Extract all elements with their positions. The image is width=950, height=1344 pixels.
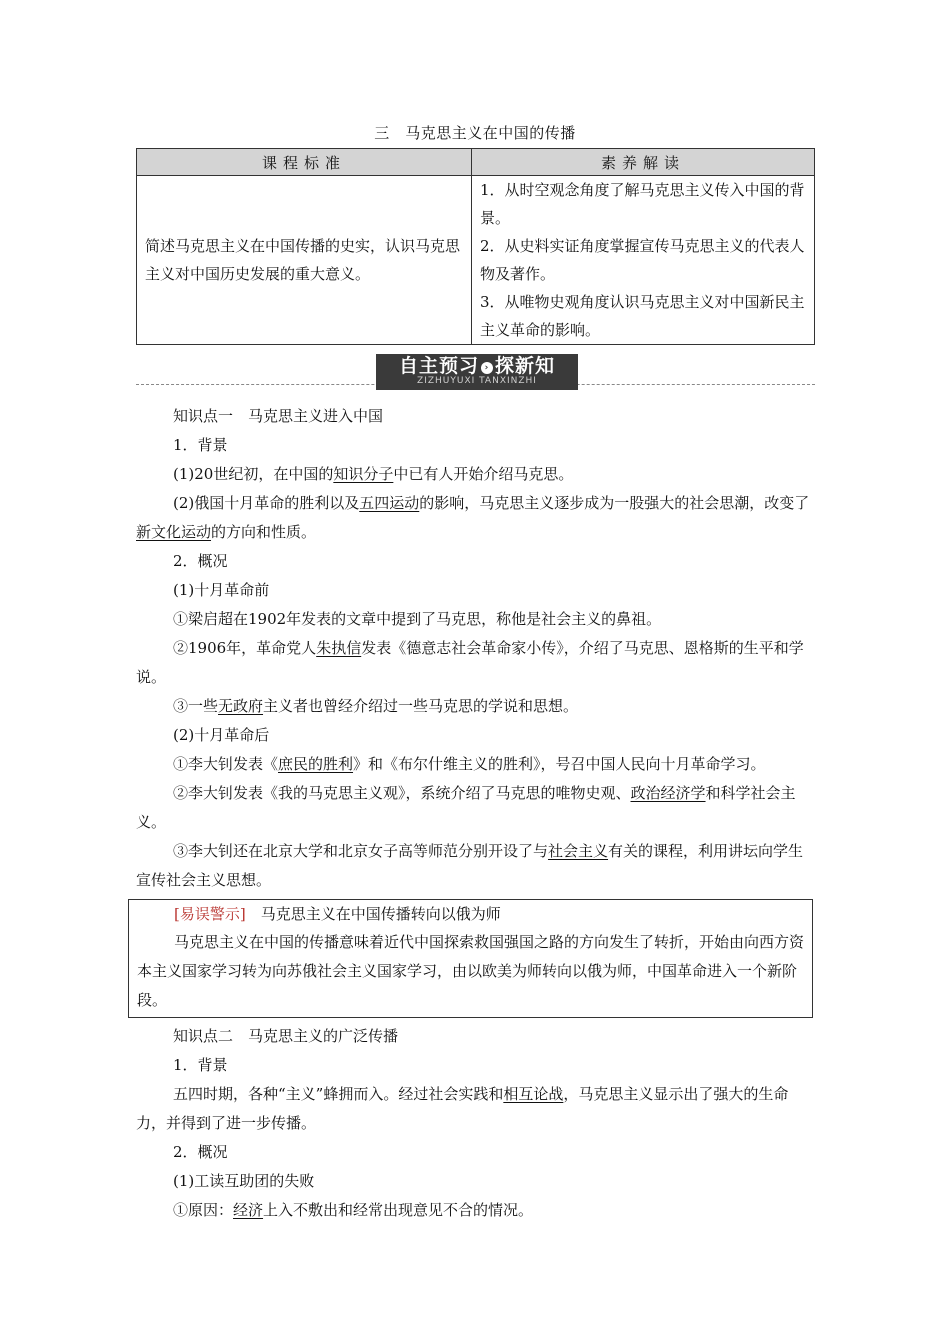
- paragraph: ①梁启超在1902年发表的文章中提到了马克思，称他是社会主义的鼻祖。: [173, 610, 662, 628]
- subheading: 1．背景: [173, 436, 228, 454]
- text: 主义者也曾经介绍过一些马克思的学说和思想。: [263, 697, 579, 715]
- banner-subtitle: ZIZHUYUXI TANXINZHI: [417, 376, 537, 386]
- warning-heading: [137, 900, 812, 928]
- paragraph: [136, 1196, 815, 1225]
- text: ③一些: [173, 697, 219, 715]
- paragraph: [136, 750, 815, 779]
- text: ①原因：: [173, 1201, 234, 1219]
- paragraph: [136, 634, 815, 692]
- text: ②1906年，革命党人: [173, 639, 317, 657]
- text: 有关的课程，利用讲坛向学生宣传社会主义思想。: [136, 842, 804, 889]
- warning-tag: [易误警示]: [174, 905, 246, 923]
- banner-title: [376, 354, 578, 378]
- literacy-list: [472, 176, 815, 345]
- paragraph: [136, 779, 815, 837]
- key-term: 五四运动: [359, 494, 420, 512]
- chevron-right-icon: ›: [481, 362, 493, 374]
- key-term: 社会主义: [548, 842, 609, 860]
- section-banner: [136, 352, 815, 392]
- text: 和科学社会主义。: [136, 784, 796, 831]
- warning-text: 马克思主义在中国的传播意味着近代中国探索救国强国之路的方向发生了转折，开始由向西方资本主义国家学习转为向苏俄社会主义国家学习，由以欧美为师转向以俄为师，中国革命进入一个新阶段。: [137, 933, 805, 1009]
- subheading: (1)十月革命前: [173, 581, 270, 599]
- header-curriculum-standard: 课程标准: [137, 149, 472, 176]
- paragraph: [136, 460, 815, 489]
- key-term: 庶民的胜利: [278, 755, 354, 773]
- literacy-item: 1．从时空观念角度了解马克思主义传入中国的背景。: [480, 181, 805, 227]
- text: 的方向和性质。: [211, 523, 317, 541]
- warning-title: 马克思主义在中国传播转向以俄为师: [260, 905, 501, 923]
- key-term: 相互论战: [503, 1085, 564, 1103]
- subheading: (1)工读互助团的失败: [173, 1172, 315, 1190]
- key-term: 政治经济学: [630, 784, 706, 802]
- text: (1)20世纪初，在中国的: [173, 465, 334, 483]
- text: (2)俄国十月革命的胜利以及: [173, 494, 360, 512]
- paragraph: [136, 489, 815, 547]
- banner-title-left: 自主预习: [398, 355, 479, 377]
- text: 的影响，马克思主义逐步成为一股强大的社会思潮，改变了: [419, 494, 810, 512]
- subheading: 2．概况: [173, 552, 228, 570]
- paragraph: [136, 1080, 815, 1138]
- key-term: 无政府: [218, 697, 264, 715]
- section-heading: 知识点二 马克思主义的广泛传播: [173, 1027, 399, 1045]
- text: 》和《布尔什维主义的胜利》，号召中国人民向十月革命学习。: [353, 755, 766, 773]
- literacy-item: 3．从唯物史观角度认识马克思主义对中国新民主主义革命的影响。: [480, 293, 805, 339]
- text: ③李大钊还在北京大学和北京女子高等师范分别开设了与: [173, 842, 549, 860]
- text: ②李大钊发表《我的马克思主义观》，系统介绍了马克思的唯物史观、: [173, 784, 631, 802]
- curriculum-standard-text: 简述马克思主义在中国传播的史实，认识马克思主义对中国历史发展的重大意义。: [137, 176, 472, 345]
- text: 发表《德意志社会革命家小传》，介绍了马克思、恩格斯的生平和学说。: [136, 639, 804, 686]
- text: 五四时期，各种“主义”蜂拥而入。经过社会实践和: [173, 1085, 504, 1103]
- text: 中已有人开始介绍马克思。: [393, 465, 574, 483]
- key-term: 朱执信: [316, 639, 362, 657]
- literacy-item: 2．从史料实证角度掌握宣传马克思主义的代表人物及著作。: [480, 237, 805, 283]
- text: ①李大钊发表《: [173, 755, 279, 773]
- key-term: 知识分子: [333, 465, 394, 483]
- text: 上入不敷出和经常出现意见不合的情况。: [263, 1201, 534, 1219]
- curriculum-table: [136, 148, 815, 345]
- banner-title-right: 探新知: [495, 355, 556, 377]
- section-heading: 知识点一 马克思主义进入中国: [173, 407, 384, 425]
- banner-bar: [376, 354, 578, 390]
- warning-box: [128, 899, 813, 1018]
- header-literacy-interpretation: 素养解读: [472, 149, 815, 176]
- text: ，马克思主义显示出了强大的生命力，并得到了进一步传播。: [136, 1085, 789, 1132]
- subheading: 2．概况: [173, 1143, 228, 1161]
- subheading: (2)十月革命后: [173, 726, 270, 744]
- lesson-title: 三 马克思主义在中国的传播: [374, 124, 576, 142]
- main-content: [136, 402, 815, 1225]
- key-term: 新文化运动: [136, 523, 212, 541]
- subheading: 1．背景: [173, 1056, 228, 1074]
- paragraph: [136, 837, 815, 895]
- paragraph: [136, 692, 815, 721]
- key-term: 经济: [233, 1201, 264, 1219]
